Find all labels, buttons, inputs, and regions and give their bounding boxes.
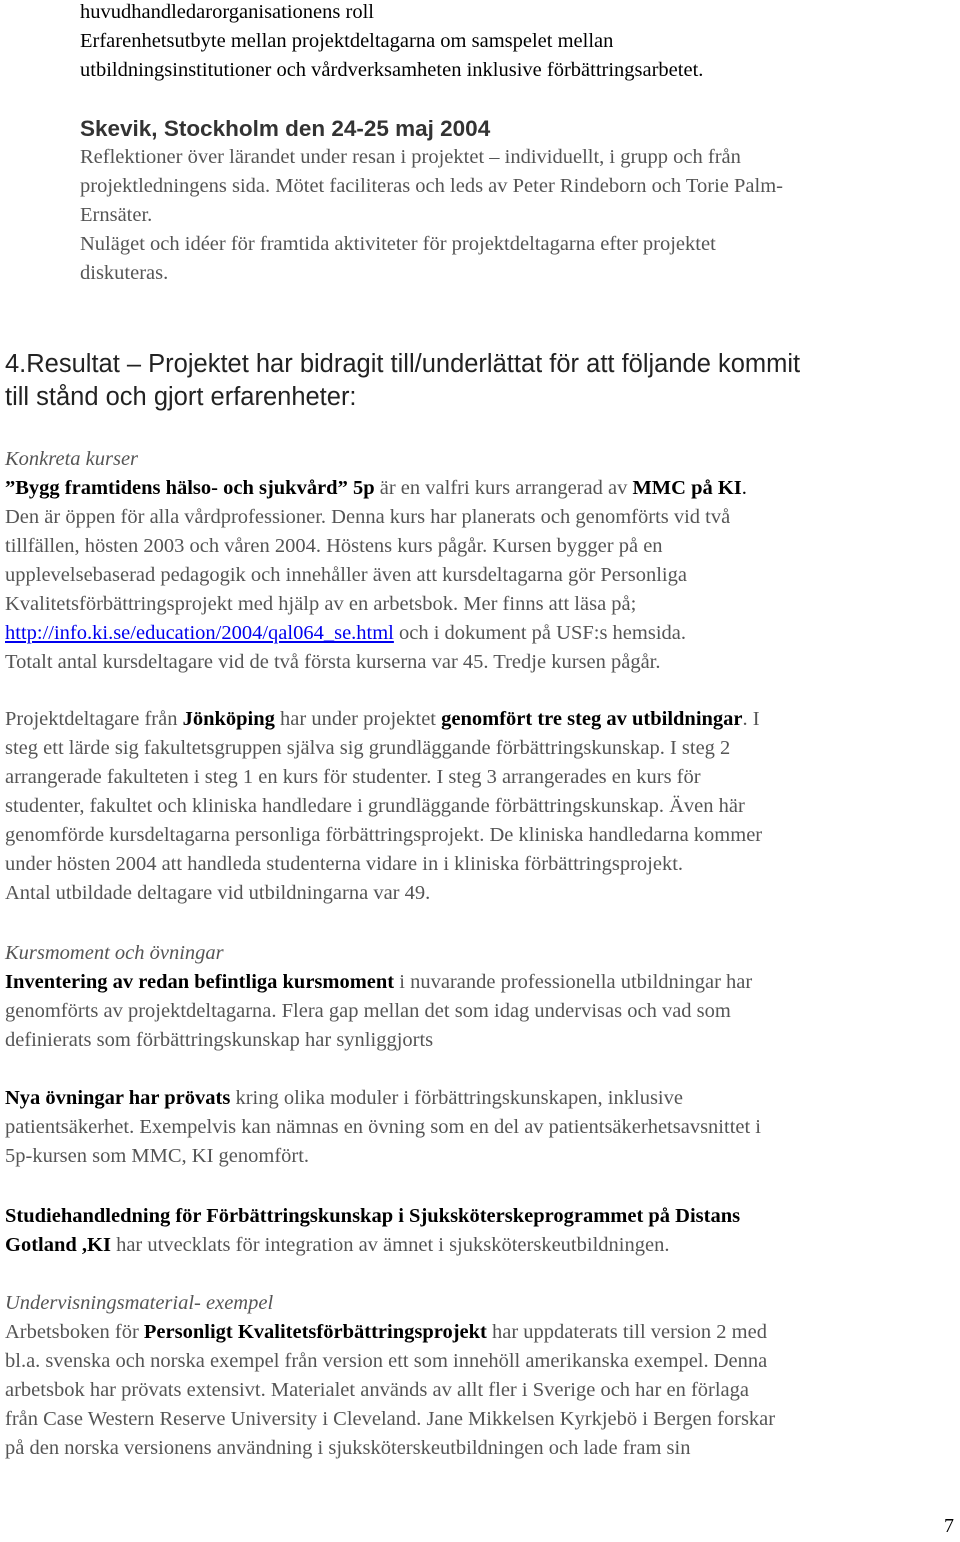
text-line: 5p-kursen som MMC, KI genomfört. xyxy=(5,1145,310,1167)
section-heading: Skevik, Stockholm den 24-25 maj 2004 xyxy=(80,116,491,141)
text-line: projektledningens sida. Mötet faciliteras och leds av Peter Rindeborn och Torie Palm- xyxy=(80,175,783,197)
text-line: Antal utbildade deltagare vid utbildningarna var 49. xyxy=(5,882,431,904)
skevik-section xyxy=(80,114,955,288)
results-heading-line: till stånd och gjort erfarenheter: xyxy=(5,383,357,411)
undervisningsmaterial-section xyxy=(5,1289,957,1463)
kursmoment-section xyxy=(5,939,957,1055)
text-line: patientsäkerhet. Exempelvis kan nämnas en övning som en del av patientsäkerhetsavsnittet i xyxy=(5,1116,762,1138)
text-line: Den är öppen för alla vårdprofessioner. Denna kurs har planerats och genomförts vid två xyxy=(5,506,731,528)
text-line: tillfällen, hösten 2003 och våren 2004. Höstens kurs pågår. Kursen bygger på en xyxy=(5,535,663,557)
text-line: Kvalitetsförbättringsprojekt med hjälp av en arbetsbok. Mer finns att läsa på; xyxy=(5,593,637,615)
text-line: arbetsbok har prövats extensivt. Materialet används av allt fler i Sverige och har en förlaga xyxy=(5,1379,749,1401)
text-line: studenter, fakultet och kliniska handledare i grundläggande förbättringskunskap. Även här xyxy=(5,795,745,817)
text-line: genomförts av projektdeltagarna. Flera gap mellan det som idag undervisas och vad som xyxy=(5,1000,731,1022)
nya-ovningar-paragraph xyxy=(5,1084,957,1171)
text-line: Projektdeltagare från Jönköping har under projektet genomfört tre steg av utbildningar. I xyxy=(5,708,760,730)
text-line: på den norska versionens användning i sjuksköterskeutbildningen och lade fram sin xyxy=(5,1437,691,1459)
text-line: steg ett lärde sig fakultetsgruppen själva sig grundläggande förbättringskunskap. I steg 2 xyxy=(5,737,731,759)
text-line: Reflektioner över lärandet under resan i projektet – individuellt, i grupp och från xyxy=(80,146,741,168)
konkreta-kurser-section xyxy=(5,445,957,677)
text-line: diskuteras. xyxy=(80,262,169,284)
text-line: bl.a. svenska och norska exempel från version ett som innehöll amerikanska exempel. Denna xyxy=(5,1350,768,1372)
jonkoping-paragraph xyxy=(5,705,957,908)
text-line: upplevelsebaserad pedagogik och innehåller även att kursdeltagarna gör Personliga xyxy=(5,564,687,586)
subsection-heading: Konkreta kurser xyxy=(5,448,139,470)
text-line: arrangerade fakulteten i steg 1 en kurs för studenter. I steg 3 arrangerades en kurs för xyxy=(5,766,701,788)
text-line: Gotland ,KI har utvecklats för integration av ämnet i sjuksköterskeutbildningen. xyxy=(5,1234,670,1256)
results-heading-line: 4.Resultat – Projektet har bidragit till/underlättat för att följande kommit xyxy=(5,350,801,378)
text-line: från Case Western Reserve University i Cleveland. Jane Mikkelsen Kyrkjebö i Bergen forskar xyxy=(5,1408,776,1430)
organizer: MMC på KI xyxy=(632,477,742,499)
course-link[interactable]: http://info.ki.se/education/2004/qal064_se.html xyxy=(5,622,394,644)
intro-block xyxy=(80,0,955,85)
text-line: utbildningsinstitutioner och vårdverksamheten inklusive förbättringsarbetet. xyxy=(80,59,704,81)
text-line: http://info.ki.se/education/2004/qal064_se.html och i dokument på USF:s hemsida. xyxy=(5,622,686,644)
text-line: under hösten 2004 att handleda studenterna vidare in i kliniska förbättringsprojekt. xyxy=(5,853,684,875)
text-line: ”Bygg framtidens hälso- och sjukvård” 5p är en valfri kurs arrangerad av MMC på KI. xyxy=(5,477,747,499)
text-line: Ernsäter. xyxy=(80,204,153,226)
text-line: definierats som förbättringskunskap har synliggjorts xyxy=(5,1029,434,1051)
text-line: Arbetsboken för Personligt Kvalitetsförbättringsprojekt har uppdaterats till version 2 med xyxy=(5,1321,767,1343)
page-number: 7 xyxy=(944,1515,954,1537)
subsection-heading: Undervisningsmaterial- exempel xyxy=(5,1292,274,1314)
text-line: Inventering av redan befintliga kursmoment i nuvarande professionella utbildningar har xyxy=(5,971,753,993)
text-line: huvudhandledarorganisationens roll xyxy=(80,1,374,23)
course-title: ”Bygg framtidens hälso- och sjukvård” 5p xyxy=(5,477,375,499)
text-line: genomförde kursdeltagarna personliga förbättringsprojekt. De kliniska handledarna kommer xyxy=(5,824,763,846)
results-heading xyxy=(5,348,957,414)
text-line: Studiehandledning för Förbättringskunskap i Sjuksköterskeprogrammet på Distans xyxy=(5,1205,741,1227)
text-line: Erfarenhetsutbyte mellan projektdeltagarna om samspelet mellan xyxy=(80,30,614,52)
text-line: Totalt antal kursdeltagare vid de två första kurserna var 45. Tredje kursen pågår. xyxy=(5,651,661,673)
subsection-heading: Kursmoment och övningar xyxy=(5,942,224,964)
text-line: Nya övningar har prövats kring olika moduler i förbättringskunskapen, inklusive xyxy=(5,1087,683,1109)
text-line: Nuläget och idéer för framtida aktiviteter för projektdeltagarna efter projektet xyxy=(80,233,716,255)
studiehandledning-paragraph xyxy=(5,1202,957,1260)
